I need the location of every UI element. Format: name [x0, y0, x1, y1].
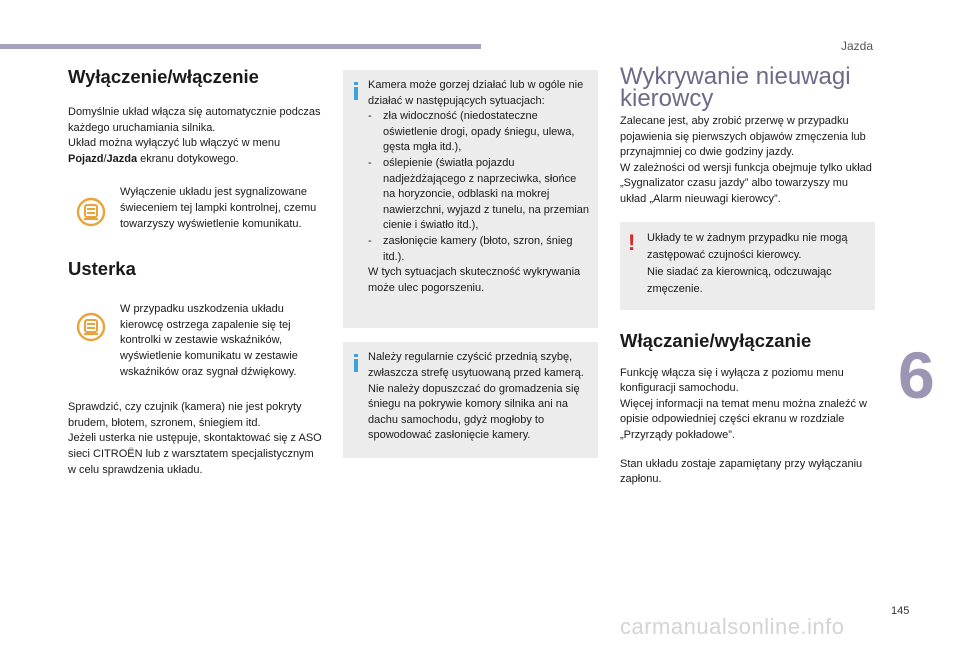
paragraph: W zależności od wersji funkcja obejmuje tylko układ „Sygnalizator czasu jazdy” albo towarzyszy mu układ „Alarm nieuwagi kierowcy”. — [620, 161, 872, 205]
info-icon — [353, 82, 359, 100]
section-title-switch: Wyłączenie/włączenie — [68, 66, 259, 87]
column-left — [68, 62, 323, 478]
warning-lamp-note — [68, 185, 323, 232]
info-icon — [353, 354, 359, 372]
paragraph: Funkcję włącza się i wyłącza z poziomu menu konfiguracji samochodu. — [620, 366, 844, 395]
chapter-number: 6 — [898, 338, 935, 412]
info-outro: W tych sytuacjach skuteczność wykrywania może ulec pogorszeniu. — [368, 266, 581, 294]
paragraph: Więcej informacji na temat menu można znaleźć w opisie odpowiedniej części ekranu w rozdziale „Przyrządy pokładowe”. — [620, 397, 867, 441]
column-middle — [343, 70, 598, 458]
header-accent-bar — [0, 44, 481, 49]
section-label: Jazda — [840, 39, 873, 53]
paragraph: Stan układu zostaje zapamiętany przy wyłączaniu zapłonu. — [620, 457, 863, 486]
info-box-camera-conditions — [343, 70, 598, 328]
info-intro: Kamera może gorzej działać lub w ogóle nie działać w następujących sytuacjach: — [368, 79, 584, 107]
paragraph: Domyślnie układ włącza się automatycznie podczas każdego uruchamiania silnika. — [68, 106, 321, 134]
paragraph: Układ można wyłączyć lub włączyć w menu Pojazd/Jazda ekranu dotykowego. — [68, 137, 281, 165]
driver-attention-warning-icon — [76, 197, 106, 227]
info-text: Należy regularnie czyścić przednią szybę, zwłaszcza strefę usytuowaną przed kamerą. — [368, 351, 584, 379]
fault-note-text: W przypadku uszkodzenia układu kierowcę ostrzega zapalenie się tej kontrolki w zestawie wskaźników, wyświetlenie komunikatu w zestawie wskaźników oraz sygnał dźwiękowy. — [120, 303, 298, 378]
info-text: Nie należy dopuszczać do gromadzenia się śniegu na pokrywie komory silnika ani na dachu samochodu, gdyż mogłoby to spowodować zasłonięcie kamery. — [368, 382, 580, 442]
warning-text: Układy te w żadnym przypadku nie mogą zastępować czujności kierowcy. — [647, 231, 848, 261]
section-title-fault: Usterka — [68, 258, 136, 280]
fault-lamp-note — [68, 302, 323, 380]
section-title-onoff: Włączanie/wyłączanie — [620, 329, 812, 351]
list-item: - zasłonięcie kamery (błoto, szron, śnieg itd.). — [368, 234, 573, 263]
warning-text: Nie siadać za kierownicą, odczuwając zmęczenie. — [647, 265, 832, 295]
paragraph: Jeżeli usterka nie ustępuje, skontaktować się z ASO sieci CITROËN lub z warsztatem specjalistycznym w celu sprawdzenia układu. — [68, 432, 322, 476]
watermark: carmanualsonline.info — [620, 614, 845, 639]
list-item: - oślepienie (światła pojazdu nadjeżdżającego z naprzeciwka, słońce na horyzoncie, odblaski na mokrej nawierzchni, wyjazd z tunelu, na przemian cienie i światło itd.), — [368, 156, 590, 232]
column-right — [620, 63, 875, 488]
page-number: 145 — [891, 605, 910, 617]
paragraph: Zalecane jest, aby zrobić przerwę w przypadku pojawienia się pierwszych objawów zmęczenia lub przynajmniej co dwie godziny jazdy. — [620, 115, 866, 159]
warning-box — [620, 222, 875, 310]
paragraph: Sprawdzić, czy czujnik (kamera) nie jest pokryty brudem, błotem, szronem, śniegiem itd. — [68, 401, 302, 429]
section-title-inattention: Wykrywanie nieuwagi kierowcy — [620, 63, 851, 112]
info-box-cleaning — [343, 342, 598, 458]
exclamation-icon: ! — [628, 229, 636, 255]
list-item: - zła widoczność (niedostateczne oświetlenie drogi, opady śniegu, ulewa, gęsta mgła itd.), — [368, 110, 575, 154]
fault-warning-icon — [76, 312, 106, 342]
warning-note-text: Wyłączenie układu jest sygnalizowane świeceniem tej lampki kontrolnej, czemu towarzyszy wyświetlenie komunikatu. — [120, 186, 317, 230]
